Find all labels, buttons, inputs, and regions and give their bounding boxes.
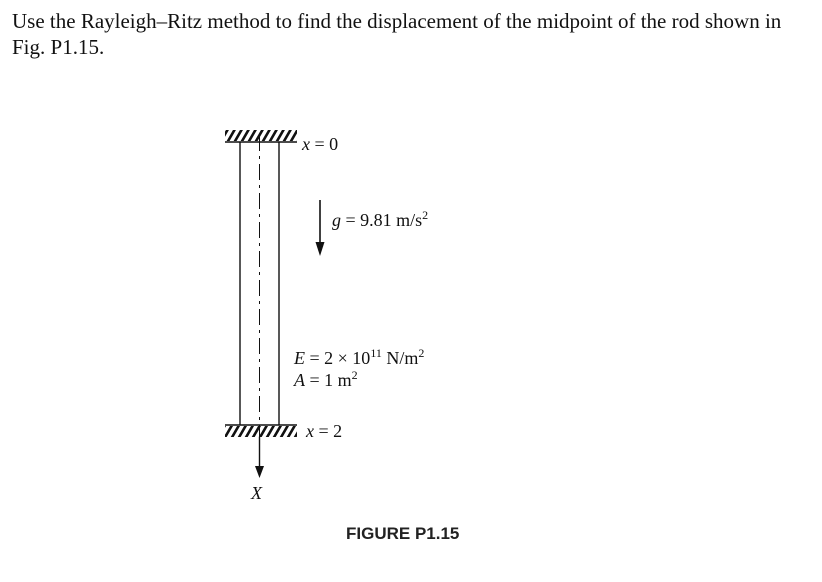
bottom-position-label: x = 2: [306, 421, 343, 441]
gravity-arrow: [316, 200, 325, 256]
rod: [240, 135, 279, 468]
gravity-label: g = 9.81 $m/s^2$: [332, 208, 429, 230]
top-position-label: x = 0: [302, 134, 339, 154]
axis-label: X: [251, 483, 262, 503]
top-support: [225, 130, 297, 142]
x-axis-arrow: [255, 437, 264, 478]
bottom-support: [225, 425, 297, 437]
figure-caption: FIGURE P1.15: [346, 524, 460, 543]
area-label: A = 1 $m^2$: [294, 368, 358, 390]
modulus-label: $E = 2 \times 10^{11}$ $N/m^2$: [294, 346, 425, 368]
problem-statement: Use the Rayleigh–Ritz method to find the displacement of the midpoint of the rod shown in Fig. P1.15.: [12, 9, 782, 59]
